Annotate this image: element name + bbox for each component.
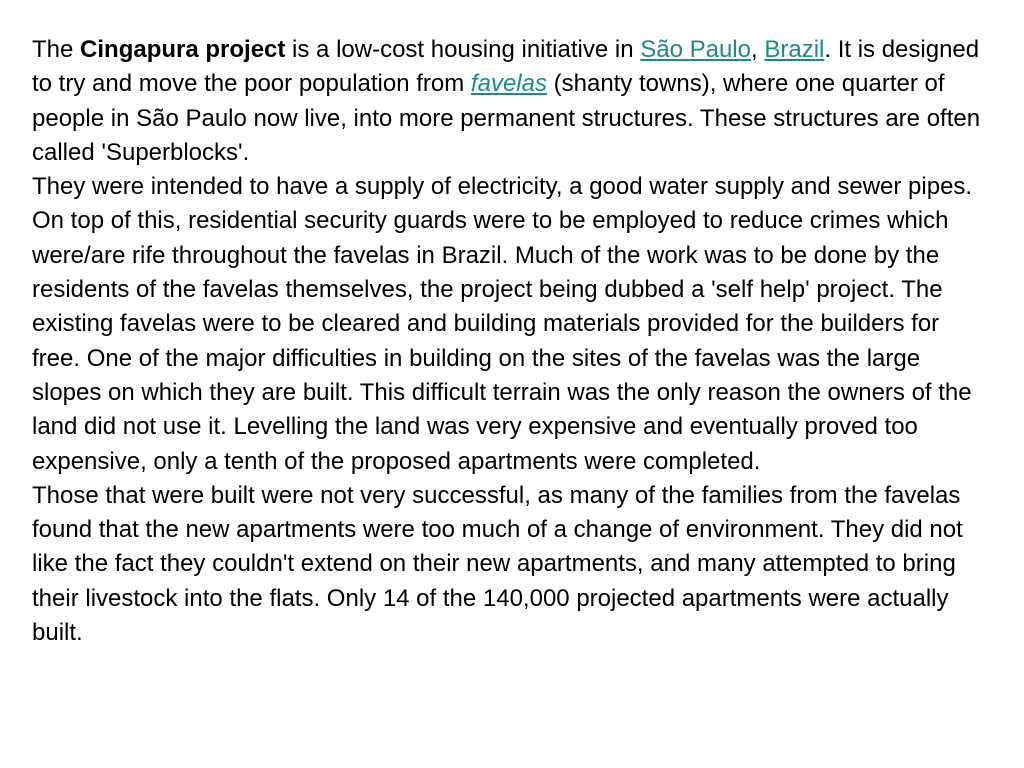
body-paragraph-plans: They were intended to have a supply of electricity, a good water supply and sewer pipes. On top of this, residential security guards were to be employed to reduce crimes which were/are rife throughout the favelas in Brazil. Much of the work was to be done by the residents of the favelas themselves, the project being dubbed a 'self help' project. The existing favelas were to be cleared and building materials provided for the builders for free. One of the major difficulties in building on the sites of the favelas was the large slopes on which they are built. This difficult terrain was the only reason the owners of the land did not use it. Levelling the land was very expensive and eventually proved too expensive, only a tenth of the proposed apartments were completed. bbox=[32, 173, 973, 475]
intro-text-2: . It is designed to try and move the poor population from bbox=[32, 36, 980, 98]
body-paragraph-outcome: Those that were built were not very successful, as many of the families from the favelas found that the new apartments were too much of a change of environment. They did not like the fact they couldn't extend on their new apartments, and many attempted to bring their livestock into the flats. Only 14 of the 140,000 projected apartments were actually built. bbox=[32, 481, 963, 647]
intro-paragraph bbox=[32, 33, 992, 170]
link-favelas[interactable]: favelas bbox=[470, 70, 547, 98]
intro-text-start: The bbox=[32, 36, 81, 63]
intro-text: is a low-cost housing initiative in bbox=[285, 36, 641, 63]
intro-text-3: (shanty towns), where one quarter of people in São Paulo now live, into more permanent structures. These structures are often called 'Superblocks'. bbox=[32, 70, 981, 166]
article-subject: Cingapura project bbox=[80, 36, 286, 63]
link-brazil[interactable]: Brazil bbox=[764, 36, 825, 63]
comma-separator: , bbox=[751, 36, 765, 63]
article-body bbox=[32, 33, 992, 650]
link-sao-paulo[interactable]: São Paulo bbox=[640, 36, 751, 63]
